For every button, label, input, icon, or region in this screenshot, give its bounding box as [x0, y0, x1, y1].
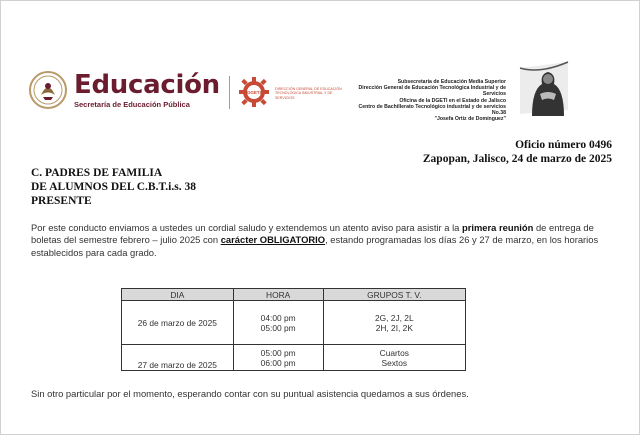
- cell-grupos: [323, 301, 465, 345]
- cell-hora: [233, 345, 323, 371]
- institution-line: Dirección General de Educación Tecnológica Industrial y de Servicios: [358, 85, 506, 98]
- para-emphasis: primera reunión: [461, 222, 534, 233]
- institution-line: "Josefa Ortiz de Domínguez": [434, 116, 506, 123]
- addressee-line: C. PADRES DE FAMILIA: [31, 167, 163, 179]
- schedule-table: [121, 288, 466, 371]
- col-header-dia: DIA: [122, 289, 234, 301]
- institution-line: Centro de Bachillerato Tecnológico industrial y de servicios No.38: [358, 103, 506, 117]
- oficio-number: Oficio número 0496: [515, 139, 612, 151]
- body-paragraph: [31, 222, 616, 259]
- institution-block: [352, 79, 506, 122]
- sep-logo: [28, 70, 220, 110]
- cell-dia: 26 de marzo de 2025: [122, 301, 234, 345]
- institution-line: Oficina de la DGETI en el Estado de Jalisco: [399, 97, 506, 104]
- national-emblem-icon: [28, 70, 68, 110]
- col-header-grupos: GRUPOS T. V.: [323, 289, 465, 301]
- institution-line: Subsecretaría de Educación Media Superior: [397, 79, 506, 85]
- cell-hora: [233, 301, 323, 345]
- para-underlined: carácter OBLIGATORIO: [220, 234, 326, 246]
- addressee-line: DE ALUMNOS DEL C.B.T.i.s. 38: [31, 181, 196, 193]
- hora-line: 06:00 pm: [260, 357, 296, 368]
- addressee-block: [31, 166, 196, 208]
- hora-line: 05:00 pm: [260, 322, 296, 333]
- header-divider: [229, 76, 230, 109]
- grupos-line: 2G, 2J, 2L: [374, 312, 414, 323]
- hora-line: 04:00 pm: [260, 312, 296, 323]
- dgeti-logo-text: DGETI: [247, 90, 261, 95]
- dgeti-caption: DIRECCIÓN GENERAL DE EDUCACIÓN TECNOLÓGICA INDUSTRIAL Y DE SERVICIOS: [275, 87, 342, 100]
- para-text: , estando programadas los días 26 y 27 de marzo, en los horarios establecidos para cada grado.: [31, 234, 599, 258]
- grupos-line: 2H, 2I, 2K: [375, 322, 413, 333]
- dgeti-gear-icon: [238, 76, 270, 108]
- brand-title: Educación: [74, 70, 220, 100]
- grupos-line: Sextos: [381, 357, 408, 368]
- cell-grupos: [323, 345, 465, 371]
- table-row: [122, 345, 466, 371]
- para-text: Por este conducto enviamos a ustedes un cordial saludo y extendemos un atento aviso para asistir a la: [31, 222, 462, 233]
- closing-line: Sin otro particular por el momento, esperando contar con su puntual asistencia quedamos a sus órdenes.: [31, 388, 469, 399]
- para-text: de entrega de boletas del semestre febrero – julio 2025 con: [31, 222, 594, 246]
- addressee-line: PRESENTE: [31, 195, 92, 207]
- col-header-hora: HORA: [233, 289, 323, 301]
- oficio-date: Zapopan, Jalisco, 24 de marzo de 2025: [422, 153, 612, 165]
- hora-line: 05:00 pm: [260, 347, 296, 358]
- table-header-row: [122, 289, 466, 301]
- cell-dia: 27 de marzo de 2025: [122, 345, 234, 371]
- table-row: [122, 301, 466, 345]
- josefa-portrait-icon: [510, 60, 572, 116]
- grupos-line: Cuartos: [379, 347, 409, 358]
- oficio-block: [423, 138, 612, 166]
- brand-subtitle: Secretaría de Educación Pública: [74, 100, 190, 109]
